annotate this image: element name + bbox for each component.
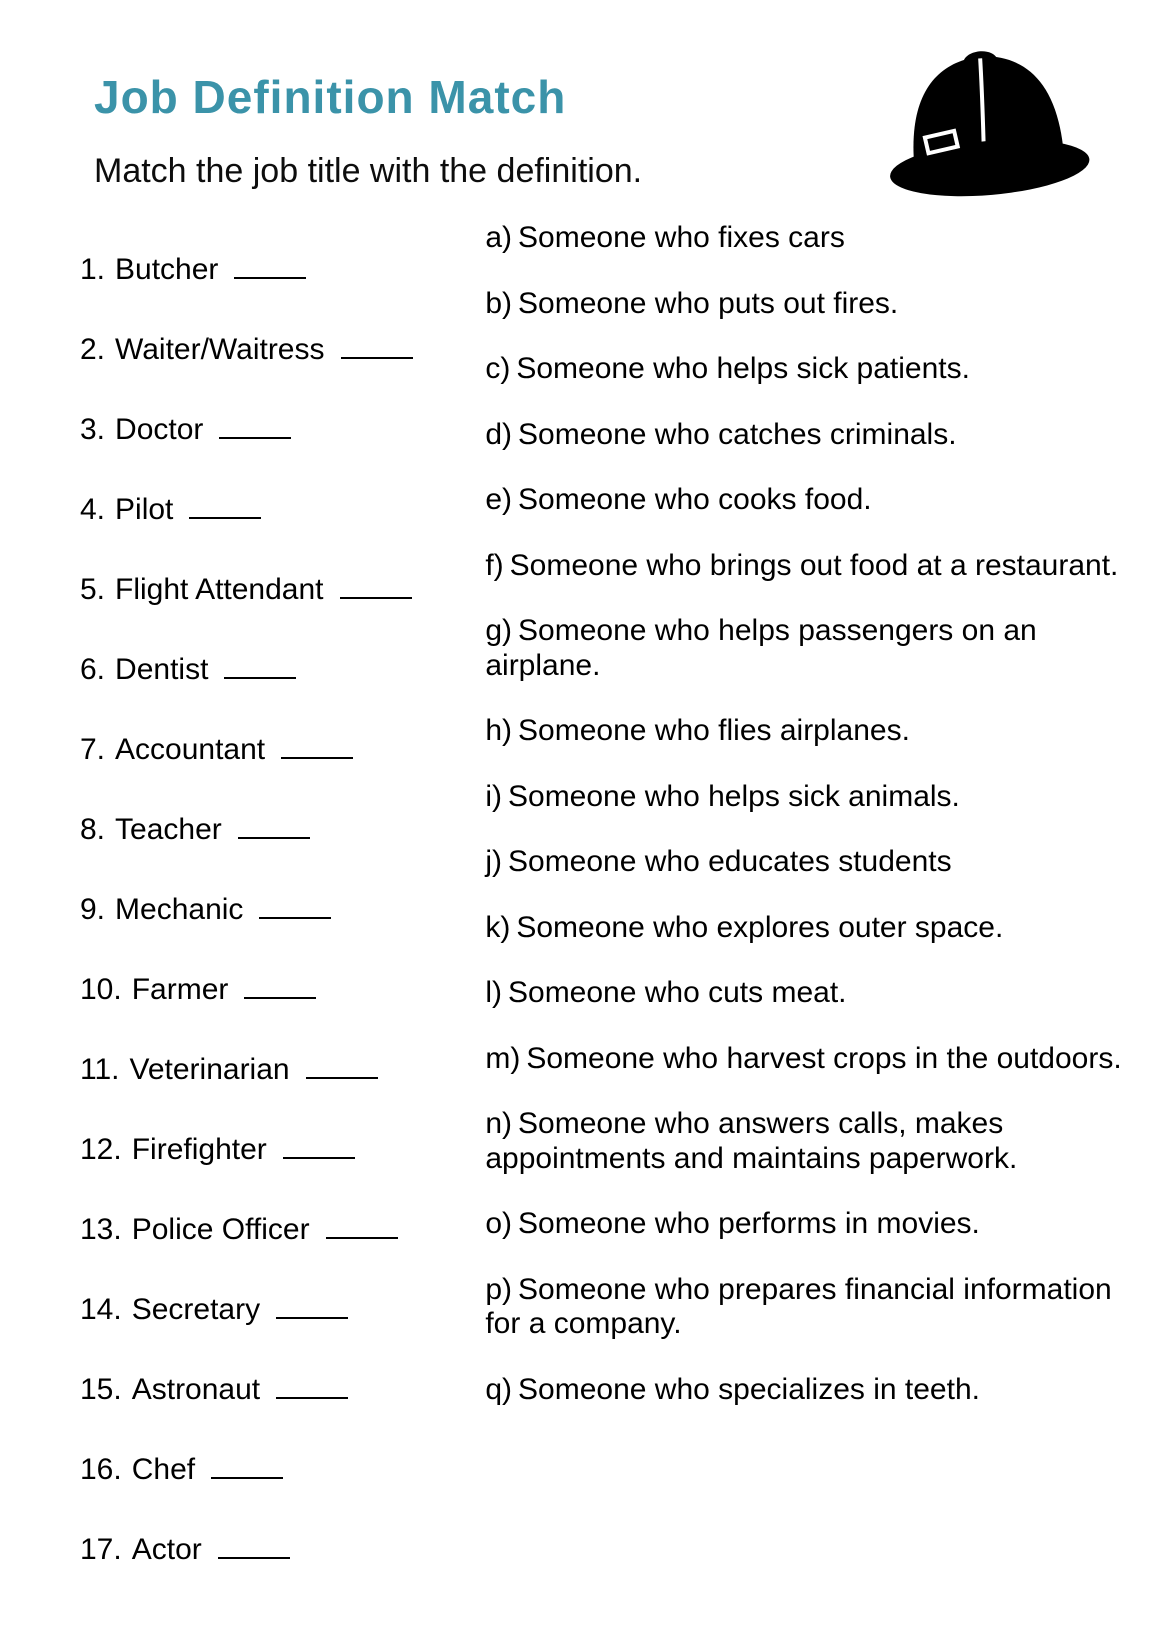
- job-item: [80, 1447, 485, 1487]
- definition-text: Someone who harvest crops in the outdoors.: [526, 1041, 1122, 1075]
- definition-text: Someone who flies airplanes.: [518, 714, 910, 747]
- answer-blank: [238, 807, 310, 839]
- definition-item: [485, 1273, 1123, 1342]
- answer-blank: [259, 887, 331, 919]
- job-number: 1.: [80, 253, 106, 286]
- content-columns: [80, 221, 1123, 1607]
- definition-letter: o): [485, 1207, 513, 1240]
- job-title: Mechanic: [115, 893, 244, 926]
- job-item: [80, 807, 485, 847]
- job-item: [80, 1207, 485, 1247]
- definition-item: [485, 1373, 1123, 1408]
- definition-letter: h): [485, 714, 513, 747]
- job-item: [80, 327, 485, 367]
- definition-item: [485, 1107, 1123, 1176]
- definition-item: [485, 352, 1123, 387]
- job-item: [80, 1127, 485, 1167]
- definition-item: [485, 221, 1123, 256]
- job-number: 3.: [80, 413, 106, 446]
- job-number: 5.: [80, 573, 106, 606]
- definition-text: Someone who brings out food at a restaurant.: [509, 548, 1119, 582]
- definition-text: Someone who specializes in teeth.: [518, 1372, 980, 1406]
- job-title: Farmer: [131, 973, 229, 1006]
- answer-blank: [244, 967, 316, 999]
- answer-blank: [224, 647, 296, 679]
- job-title: Pilot: [115, 493, 174, 526]
- job-item: [80, 407, 485, 447]
- job-number: 6.: [80, 653, 106, 686]
- answer-blank: [326, 1207, 398, 1239]
- job-item: [80, 1527, 485, 1567]
- job-item: [80, 487, 485, 527]
- job-title: Veterinarian: [129, 1053, 290, 1086]
- definition-letter: b): [485, 286, 513, 320]
- definition-letter: p): [485, 1272, 513, 1306]
- job-title: Actor: [131, 1533, 202, 1566]
- definition-item: [485, 911, 1123, 946]
- job-title: Police Officer: [131, 1213, 310, 1246]
- definition-letter: e): [485, 483, 513, 516]
- definition-text: Someone who helps sick animals.: [508, 779, 960, 813]
- definition-text: Someone who catches criminals.: [518, 417, 957, 451]
- job-item: [80, 887, 485, 927]
- answer-blank: [276, 1287, 348, 1319]
- job-number: 11.: [80, 1053, 120, 1086]
- answer-blank: [189, 487, 261, 519]
- page-title: Job Definition Match: [94, 71, 567, 123]
- definition-letter: n): [485, 1107, 513, 1140]
- definition-letter: k): [485, 910, 511, 944]
- job-title: Astronaut: [131, 1373, 261, 1406]
- job-title: Butcher: [115, 253, 219, 286]
- definition-text: Someone who performs in movies.: [518, 1207, 980, 1240]
- job-number: 7.: [80, 733, 106, 766]
- job-item: [80, 967, 485, 1007]
- definition-letter: f): [485, 548, 504, 582]
- job-title: Waiter/Waitress: [115, 333, 325, 366]
- job-item: [80, 567, 485, 607]
- definition-item: [485, 780, 1123, 815]
- definition-item: [485, 614, 1123, 683]
- job-title: Doctor: [115, 413, 204, 446]
- job-number: 12.: [80, 1133, 122, 1166]
- answer-blank: [340, 567, 412, 599]
- job-list: [80, 221, 485, 1607]
- definition-item: [485, 287, 1123, 322]
- definition-item: [485, 1042, 1123, 1077]
- definition-letter: a): [485, 221, 513, 254]
- job-number: 10.: [80, 973, 122, 1006]
- definition-letter: l): [485, 976, 502, 1009]
- job-item: [80, 1287, 485, 1327]
- definition-item: [485, 845, 1123, 880]
- definition-text: Someone who prepares financial information for a company.: [485, 1272, 1112, 1340]
- job-number: 13.: [80, 1213, 122, 1246]
- answer-blank: [218, 1527, 290, 1559]
- definition-text: Someone who helps sick patients.: [516, 352, 970, 385]
- definition-item: [485, 976, 1123, 1011]
- definition-letter: c): [485, 352, 511, 385]
- definition-text: Someone who fixes cars: [518, 221, 845, 254]
- job-item: [80, 247, 485, 287]
- job-number: 15.: [80, 1373, 122, 1406]
- definition-item: [485, 714, 1123, 749]
- answer-blank: [219, 407, 291, 439]
- definition-item: [485, 483, 1123, 518]
- job-item: [80, 1367, 485, 1407]
- job-number: 14.: [80, 1293, 122, 1326]
- definition-letter: i): [485, 779, 502, 813]
- answer-blank: [276, 1367, 348, 1399]
- job-item: [80, 1047, 485, 1087]
- definition-item: [485, 418, 1123, 453]
- answer-blank: [283, 1127, 355, 1159]
- job-item: [80, 647, 485, 687]
- answer-blank: [211, 1447, 283, 1479]
- definition-letter: g): [485, 614, 513, 647]
- definition-letter: j): [485, 845, 502, 878]
- definition-letter: q): [485, 1372, 513, 1406]
- definition-item: [485, 1207, 1123, 1242]
- definition-list: [485, 221, 1123, 1438]
- answer-blank: [281, 727, 353, 759]
- job-title: Dentist: [115, 653, 209, 686]
- job-number: 17.: [80, 1533, 122, 1566]
- job-item: [80, 727, 485, 767]
- definition-text: Someone who answers calls, makes appointments and maintains paperwork.: [485, 1107, 1018, 1175]
- answer-blank: [306, 1047, 378, 1079]
- definition-text: Someone who puts out fires.: [518, 286, 899, 320]
- answer-blank: [341, 327, 413, 359]
- definition-text: Someone who helps passengers on an airplane.: [485, 614, 1037, 682]
- job-number: 9.: [80, 893, 106, 926]
- job-number: 8.: [80, 813, 106, 846]
- definition-item: [485, 549, 1123, 584]
- job-number: 16.: [80, 1453, 122, 1486]
- definition-text: Someone who educates students: [508, 845, 952, 878]
- definition-letter: d): [485, 417, 513, 451]
- answer-blank: [234, 247, 306, 279]
- job-title: Firefighter: [131, 1133, 267, 1166]
- job-title: Teacher: [115, 813, 222, 846]
- job-title: Chef: [131, 1453, 196, 1486]
- definition-text: Someone who explores outer space.: [516, 910, 1004, 944]
- definition-letter: m): [485, 1041, 521, 1075]
- hard-hat-icon: [883, 38, 1093, 218]
- job-number: 2.: [80, 333, 106, 366]
- job-title: Secretary: [131, 1293, 261, 1326]
- definition-text: Someone who cooks food.: [518, 483, 872, 516]
- instruction-text: Match the job title with the definition.: [94, 152, 643, 190]
- job-number: 4.: [80, 493, 106, 526]
- job-title: Flight Attendant: [115, 573, 324, 606]
- job-title: Accountant: [115, 733, 266, 766]
- definition-text: Someone who cuts meat.: [508, 976, 847, 1009]
